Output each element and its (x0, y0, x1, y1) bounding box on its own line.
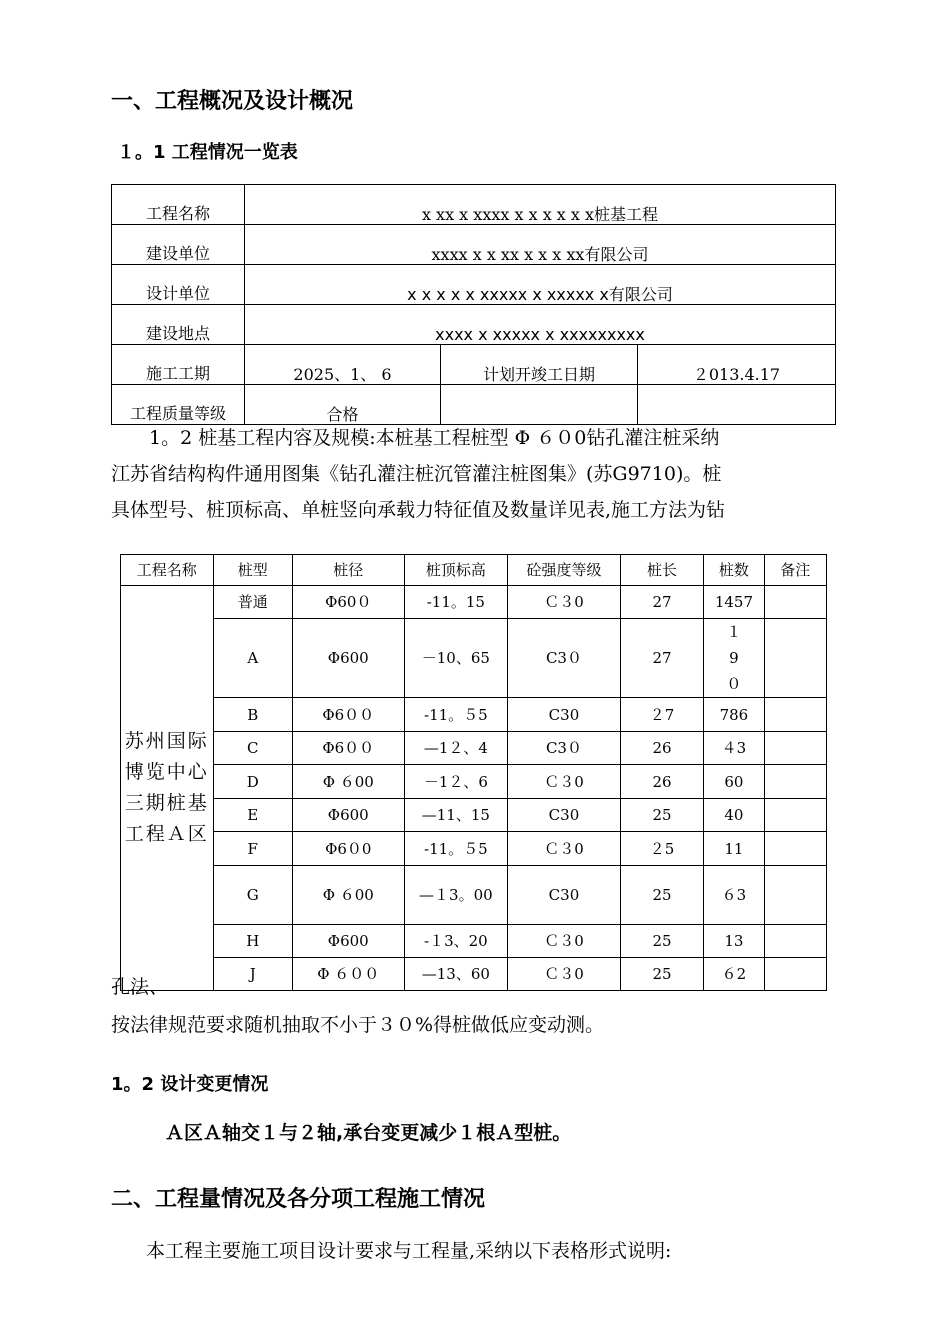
cell-note (764, 732, 826, 765)
cell-top: —13、60 (404, 958, 508, 991)
cell-len: 27 (620, 586, 703, 619)
table-row (121, 765, 827, 799)
subsection-heading-1-2: 1。2 设计变更情况 (111, 1074, 269, 1095)
cell-len: ２5 (620, 832, 703, 866)
cell-grade: Ｃ３0 (508, 832, 621, 866)
cell-count: １9０ (704, 619, 764, 698)
cell-len: 25 (620, 925, 703, 958)
pile-scope-paragraph (111, 420, 839, 528)
cell-note (764, 925, 826, 958)
table-row (121, 832, 827, 866)
cell-dia: Φ600 (292, 799, 404, 832)
empty-cell (441, 385, 638, 425)
paragraph-continuation: 孔法、 (111, 976, 169, 998)
testing-requirement-text: 按法律规范要求随机抽取不小于３０%得桩做低应变动测。 (111, 1014, 605, 1036)
cell-grade: C3０ (508, 732, 621, 765)
cell-type: J (213, 958, 292, 991)
cell-type: H (213, 925, 292, 958)
table-row (121, 799, 827, 832)
cell-count: 786 (704, 698, 764, 732)
header-cell: 工程名称 (121, 555, 214, 586)
cell-note (764, 698, 826, 732)
header-cell: 桩数 (704, 555, 764, 586)
cell-type: G (213, 866, 292, 925)
cell-count: 40 (704, 799, 764, 832)
section-heading-2: 二、工程量情况及各分项工程施工情况 (111, 1187, 486, 1212)
row-label: 建设地点 (112, 305, 245, 345)
quality-label: 工程质量等级 (112, 385, 245, 425)
table-row (121, 958, 827, 991)
cell-type: A (213, 619, 292, 698)
paragraph-line: 1。2 桩基工程内容及规模:本桩基工程桩型 Φ ６０0钻孔灌注桩采纳 (149, 427, 720, 449)
cell-len: 27 (620, 619, 703, 698)
cell-note (764, 619, 826, 698)
table-row (121, 732, 827, 765)
cell-type: 普通 (213, 586, 292, 619)
cell-count: 1457 (704, 586, 764, 619)
table-row (112, 345, 836, 385)
cell-dia: Φ ６00 (292, 765, 404, 799)
cell-len: 25 (620, 799, 703, 832)
project-name-cell: 苏州国际博览中心三期桩基工程Ａ区 (121, 586, 214, 991)
quality-value: 合格 (245, 385, 441, 425)
cell-note (764, 832, 826, 866)
cell-count: ６2 (704, 958, 764, 991)
cell-note (764, 586, 826, 619)
cell-top: -11。５5 (404, 832, 508, 866)
table-row (121, 619, 827, 698)
cell-dia: Φ600 (292, 619, 404, 698)
cell-type: E (213, 799, 292, 832)
table-header-row (121, 555, 827, 586)
cell-dia: Φ600 (292, 925, 404, 958)
cell-top: —１3。00 (404, 866, 508, 925)
cell-len: ２7 (620, 698, 703, 732)
paragraph-line: 江苏省结构构件通用图集《钻孔灌注桩沉管灌注桩图集》(苏G9710)。桩 (111, 463, 722, 485)
table-row (121, 925, 827, 958)
end-value: ２013.4.17 (638, 345, 836, 385)
table-row (121, 866, 827, 925)
cell-len: 26 (620, 765, 703, 799)
header-cell: 砼强度等级 (508, 555, 621, 586)
cell-dia: Φ6０0 (292, 832, 404, 866)
cell-count: ６3 (704, 866, 764, 925)
cell-count: ４3 (704, 732, 764, 765)
header-cell: 桩径 (292, 555, 404, 586)
cell-note (764, 799, 826, 832)
cell-top: —1２、4 (404, 732, 508, 765)
table-row (112, 185, 836, 225)
cell-top: －10、65 (404, 619, 508, 698)
section-2-intro: 本工程主要施工项目设计要求与工程量,采纳以下表格形式说明: (146, 1240, 672, 1262)
header-cell: 备注 (764, 555, 826, 586)
row-label: 工程名称 (112, 185, 245, 225)
cell-type: F (213, 832, 292, 866)
cell-note (764, 866, 826, 925)
row-label: 设计单位 (112, 265, 245, 305)
start-label: 施工工期 (112, 345, 245, 385)
header-cell: 桩长 (620, 555, 703, 586)
table-row (112, 385, 836, 425)
cell-dia: Φ ６００ (292, 958, 404, 991)
cell-count: 13 (704, 925, 764, 958)
cell-top: －1２、6 (404, 765, 508, 799)
cell-count: 11 (704, 832, 764, 866)
cell-top: -11。５5 (404, 698, 508, 732)
cell-dia: Φ60０ (292, 586, 404, 619)
row-value: x x x x x xxxxx x xxxxx x有限公司 (245, 265, 836, 305)
cell-grade: Ｃ３0 (508, 586, 621, 619)
cell-type: D (213, 765, 292, 799)
section-heading-1: 一、工程概况及设计概况 (111, 89, 354, 114)
cell-grade: C30 (508, 799, 621, 832)
end-label: 计划开竣工日期 (441, 345, 638, 385)
cell-dia: Φ ６00 (292, 866, 404, 925)
row-label: 建设单位 (112, 225, 245, 265)
header-cell: 桩顶标高 (404, 555, 508, 586)
cell-grade: Ｃ３0 (508, 925, 621, 958)
design-change-text: Ａ区Ａ轴交１与２轴,承台变更减少１根Ａ型桩。 (165, 1122, 572, 1144)
table-row (112, 265, 836, 305)
pile-spec-table (120, 554, 827, 991)
table-row (121, 586, 827, 619)
row-value: xxxx x xxxxx x xxxxxxxxx (245, 305, 836, 345)
cell-grade: C30 (508, 698, 621, 732)
cell-grade: Ｃ３0 (508, 958, 621, 991)
cell-len: 25 (620, 958, 703, 991)
cell-type: B (213, 698, 292, 732)
cell-len: 26 (620, 732, 703, 765)
cell-count: 60 (704, 765, 764, 799)
cell-note (764, 958, 826, 991)
row-value: xxxx x x xx x x x xx有限公司 (245, 225, 836, 265)
header-cell: 桩型 (213, 555, 292, 586)
subsection-heading-1-1: １。1 工程情况一览表 (117, 142, 298, 163)
cell-dia: Φ6００ (292, 732, 404, 765)
table-row (112, 225, 836, 265)
table-row (112, 305, 836, 345)
cell-len: 25 (620, 866, 703, 925)
cell-type: C (213, 732, 292, 765)
cell-grade: C3０ (508, 619, 621, 698)
cell-top: -11。15 (404, 586, 508, 619)
paragraph-line: 具体型号、桩顶标高、单桩竖向承载力特征值及数量详见表,施工方法为钻 (111, 499, 726, 521)
table-row (121, 698, 827, 732)
cell-dia: Φ6００ (292, 698, 404, 732)
cell-note (764, 765, 826, 799)
empty-cell (638, 385, 836, 425)
cell-top: —11、15 (404, 799, 508, 832)
start-value: 2025、1、 6 (245, 345, 441, 385)
cell-grade: C30 (508, 866, 621, 925)
row-value: x xx x xxxx x x x x x x桩基工程 (245, 185, 836, 225)
cell-grade: Ｃ３0 (508, 765, 621, 799)
project-overview-table (111, 184, 836, 425)
cell-top: -１3、20 (404, 925, 508, 958)
